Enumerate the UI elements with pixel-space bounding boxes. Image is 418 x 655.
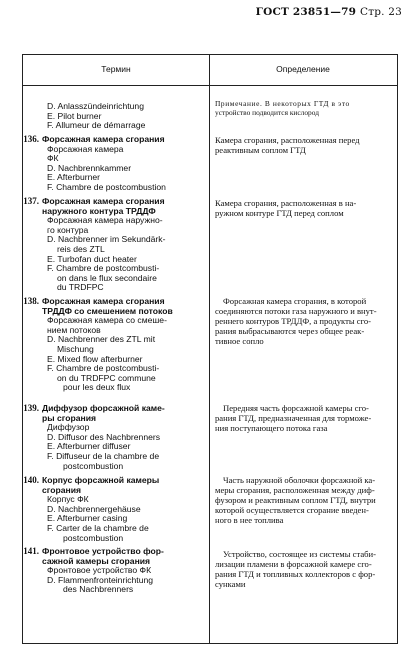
definition-line: рания выбрасываются через общее реак- bbox=[215, 326, 365, 336]
term-line: Корпус ФК bbox=[47, 495, 89, 505]
definition-line: которой осуществляется сгорание введен- bbox=[215, 505, 369, 515]
term-title: сгорания bbox=[42, 485, 82, 495]
term-title: ры сгорания bbox=[42, 413, 96, 423]
term-line: го контура bbox=[47, 225, 89, 235]
page-header bbox=[0, 6, 402, 18]
term-row-141 bbox=[23, 547, 209, 595]
definition-line: соединяются потоки газа наружного и внут- bbox=[215, 306, 377, 316]
definition-line: ного в нее топлива bbox=[215, 515, 284, 525]
term-line: D. Nachbrennkammer bbox=[47, 163, 132, 173]
term-line: E. Mixed flow afterburner bbox=[47, 354, 143, 364]
definition-line: ружном контуре ГТД перед соплом bbox=[215, 208, 344, 218]
definition-line: лизации пламени в форсажной камере сго- bbox=[215, 559, 372, 569]
term-title: Форсажная камера сгорания bbox=[42, 135, 165, 144]
definition-line: сунками bbox=[215, 579, 246, 589]
term-line: postcombustion bbox=[63, 461, 124, 471]
definition-line: реннего контуров ТРДДФ, а продукты сго- bbox=[215, 316, 372, 326]
term-line: F. Chambre de postcombusti- bbox=[47, 364, 160, 374]
definition-line: рания ГТД, предназначенная для торможе- bbox=[215, 413, 372, 423]
term-row-139 bbox=[23, 404, 209, 471]
term-line: Фронтовое устройство ФК bbox=[47, 566, 152, 576]
definition-line: реактивным соплом ГТД bbox=[215, 145, 306, 155]
term-line: F. Chambre de postcombustion bbox=[47, 182, 166, 192]
terms-table bbox=[22, 54, 398, 644]
term-line: F. Chambre de postcombusti- bbox=[47, 264, 160, 274]
term-line: F. Diffuseur de la chambre de bbox=[47, 451, 160, 461]
definition-140 bbox=[215, 475, 391, 525]
term-title: ТРДДФ со смешением потоков bbox=[42, 306, 173, 316]
term-line: Mischung bbox=[57, 344, 94, 354]
term-title: наружного контура ТРДДФ bbox=[42, 206, 156, 216]
note-line: устройство подводится кислород bbox=[215, 108, 319, 117]
term-line: F. Allumeur de démarrage bbox=[47, 121, 146, 131]
definition-line: меры сгорания, расположенная между диф- bbox=[215, 485, 375, 495]
definition-137 bbox=[215, 198, 391, 218]
column-divider bbox=[209, 55, 210, 643]
term-line: ФК bbox=[47, 154, 59, 164]
note-line: Примечание. В некоторых ГТД в это bbox=[215, 99, 350, 108]
term-line: E. Afterburner diffuser bbox=[47, 442, 131, 452]
table-header bbox=[23, 55, 397, 86]
term-line: D. Diffusor des Nachbrenners bbox=[47, 432, 161, 442]
definition-line: Часть наружной оболочки форсажной ка- bbox=[223, 475, 376, 485]
term-line: des Nachbrenners bbox=[63, 585, 134, 595]
definition-136 bbox=[215, 135, 391, 155]
term-line: on du TRDFPC commune bbox=[57, 373, 156, 383]
term-line: E. Afterburner bbox=[47, 173, 101, 183]
definition-line: Форсажная камера сгорания, в которой bbox=[223, 296, 367, 306]
definition-note bbox=[215, 99, 391, 117]
term-line: Диффузор bbox=[47, 423, 90, 433]
term-line: D. Nachbrenner des ZTL mit bbox=[47, 335, 156, 345]
column-header-term: Термин bbox=[101, 64, 131, 74]
definition-line: фузором и реактивным соплом ГТД, внутри bbox=[215, 495, 376, 505]
term-line: on dans le flux secondaire bbox=[57, 273, 157, 283]
standard-title: ГОСТ 23851—79 bbox=[255, 6, 357, 18]
term-line: du TRDFPC bbox=[57, 283, 104, 293]
term-row-138 bbox=[23, 297, 209, 393]
term-line: E. Afterburner casing bbox=[47, 514, 128, 524]
term-row-continuation bbox=[23, 102, 209, 131]
term-row-140 bbox=[23, 476, 209, 543]
term-title: Корпус форсажной камеры bbox=[42, 476, 160, 485]
term-title: Форсажная камера сгорания bbox=[42, 197, 165, 206]
definition-139 bbox=[215, 403, 391, 433]
definition-line: Камера сгорания, расположенная перед bbox=[215, 135, 360, 145]
definition-line: Камера сгорания, расположенная в на- bbox=[215, 198, 357, 208]
term-line: D. Flammenfronteinrichtung bbox=[47, 575, 154, 585]
term-line: нием потоков bbox=[47, 325, 101, 335]
definition-line: Устройство, состоящее из системы стаби- bbox=[223, 549, 376, 559]
term-number: 136. bbox=[23, 135, 39, 144]
term-line: D. Nachbrennergehäuse bbox=[47, 504, 141, 514]
term-line: reis des ZTL bbox=[57, 244, 105, 254]
term-number: 137. bbox=[23, 197, 39, 206]
term-title: Форсажная камера сгорания bbox=[42, 297, 165, 306]
term-line: D. Nachbrenner im Sekundärk- bbox=[47, 235, 166, 245]
term-line: E. Turbofan duct heater bbox=[47, 254, 137, 264]
column-header-definition: Определение bbox=[276, 64, 330, 74]
term-title: Фронтовое устройство фор- bbox=[42, 547, 164, 556]
term-row-136 bbox=[23, 135, 209, 193]
term-title: Диффузор форсажной каме- bbox=[42, 404, 165, 413]
term-title: сажной камеры сгорания bbox=[42, 556, 151, 566]
term-number: 140. bbox=[23, 476, 39, 485]
term-row-137 bbox=[23, 197, 209, 293]
term-line: pour les deux flux bbox=[63, 383, 131, 393]
term-line: D. Anlasszündeinrichtung bbox=[47, 102, 144, 111]
term-line: Форсажная камера со смеше- bbox=[47, 316, 167, 326]
definition-line: Передняя часть форсажной камеры сго- bbox=[223, 403, 369, 413]
definition-141 bbox=[215, 549, 391, 589]
term-line: F. Carter de la chambre de bbox=[47, 523, 149, 533]
definition-line: рания ГТД и топливных коллекторов с фор- bbox=[215, 569, 376, 579]
definition-line: ния поступающего потока газа bbox=[215, 423, 328, 433]
term-line: Форсажная камера наружно- bbox=[47, 216, 163, 226]
definition-line: тивное сопло bbox=[215, 336, 264, 346]
page-number: Стр. 23 bbox=[359, 6, 402, 18]
term-number: 138. bbox=[23, 297, 39, 306]
term-line: postcombustion bbox=[63, 533, 124, 543]
definition-138 bbox=[215, 296, 391, 346]
term-number: 141. bbox=[23, 547, 39, 556]
term-line: E. Pilot burner bbox=[47, 111, 102, 121]
term-number: 139. bbox=[23, 404, 39, 413]
term-line: Форсажная камера bbox=[47, 144, 124, 154]
